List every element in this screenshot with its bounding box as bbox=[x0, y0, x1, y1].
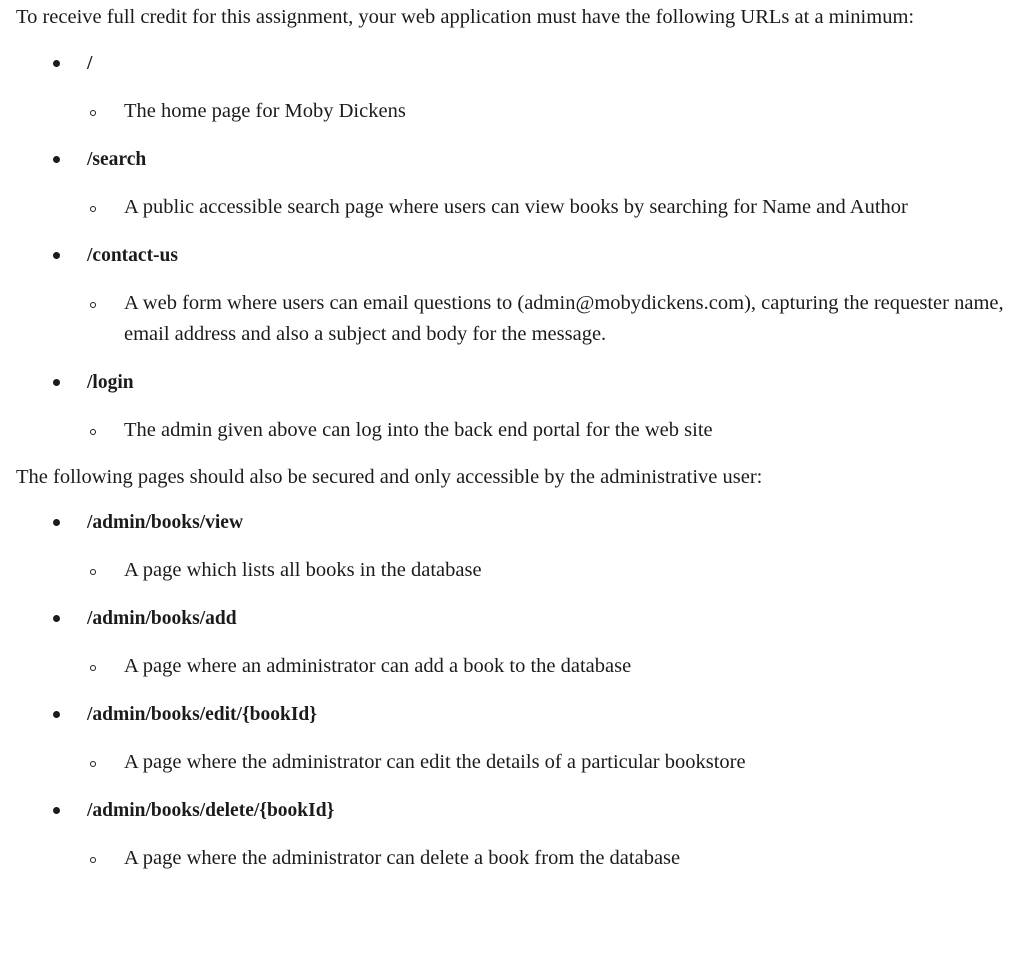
bullet-icon bbox=[53, 711, 60, 718]
circle-bullet-icon bbox=[90, 857, 96, 863]
bullet-icon bbox=[53, 615, 60, 622]
route-path: /contact-us bbox=[87, 245, 178, 266]
route-path: /search bbox=[87, 149, 147, 170]
route-path: / bbox=[87, 53, 93, 74]
bullet-icon bbox=[53, 807, 60, 814]
bullet-icon bbox=[53, 252, 60, 259]
route-item-admin-view bbox=[16, 507, 1016, 586]
route-description: A page which lists all books in the database bbox=[87, 555, 1016, 586]
bullet-icon bbox=[53, 60, 60, 67]
bullet-icon bbox=[53, 156, 60, 163]
route-description: A page where an administrator can add a book to the database bbox=[87, 651, 1016, 682]
admin-routes-list bbox=[16, 507, 1016, 874]
route-description: A page where the administrator can edit the details of a particular bookstore bbox=[87, 747, 1016, 778]
secured-intro-paragraph: The following pages should also be secured and only accessible by the administrative user: bbox=[16, 466, 763, 488]
route-item-admin-add bbox=[16, 603, 1016, 682]
circle-bullet-icon bbox=[90, 429, 96, 435]
route-path: /admin/books/delete/{bookId} bbox=[87, 800, 335, 821]
route-path: /admin/books/edit/{bookId} bbox=[87, 704, 317, 725]
circle-bullet-icon bbox=[90, 302, 96, 308]
route-description: The home page for Moby Dickens bbox=[87, 96, 1016, 127]
route-path: /login bbox=[87, 372, 134, 393]
circle-bullet-icon bbox=[90, 206, 96, 212]
circle-bullet-icon bbox=[90, 761, 96, 767]
route-item-contact-us bbox=[16, 240, 1016, 350]
circle-bullet-icon bbox=[90, 569, 96, 575]
route-item-home bbox=[16, 48, 1016, 127]
route-item-admin-edit bbox=[16, 699, 1016, 778]
route-description: A page where the administrator can delete a book from the database bbox=[87, 843, 1016, 874]
circle-bullet-icon bbox=[90, 665, 96, 671]
public-routes-list bbox=[16, 48, 1016, 446]
route-description: The admin given above can log into the back end portal for the web site bbox=[87, 415, 1016, 446]
intro-paragraph: To receive full credit for this assignment, your web application must have the following URLs at a minimum: bbox=[16, 6, 915, 28]
route-item-search bbox=[16, 144, 1016, 223]
route-path: /admin/books/add bbox=[87, 608, 237, 629]
bullet-icon bbox=[53, 519, 60, 526]
assignment-document bbox=[16, 0, 1016, 891]
bullet-icon bbox=[53, 379, 60, 386]
route-description: A public accessible search page where users can view books by searching for Name and Author bbox=[87, 192, 1016, 223]
route-description: A web form where users can email questions to (admin@mobydickens.com), capturing the requester name, email address and also a subject and body for the message. bbox=[87, 288, 1016, 350]
route-item-login bbox=[16, 367, 1016, 446]
route-path: /admin/books/view bbox=[87, 512, 244, 533]
route-item-admin-delete bbox=[16, 795, 1016, 874]
circle-bullet-icon bbox=[90, 110, 96, 116]
